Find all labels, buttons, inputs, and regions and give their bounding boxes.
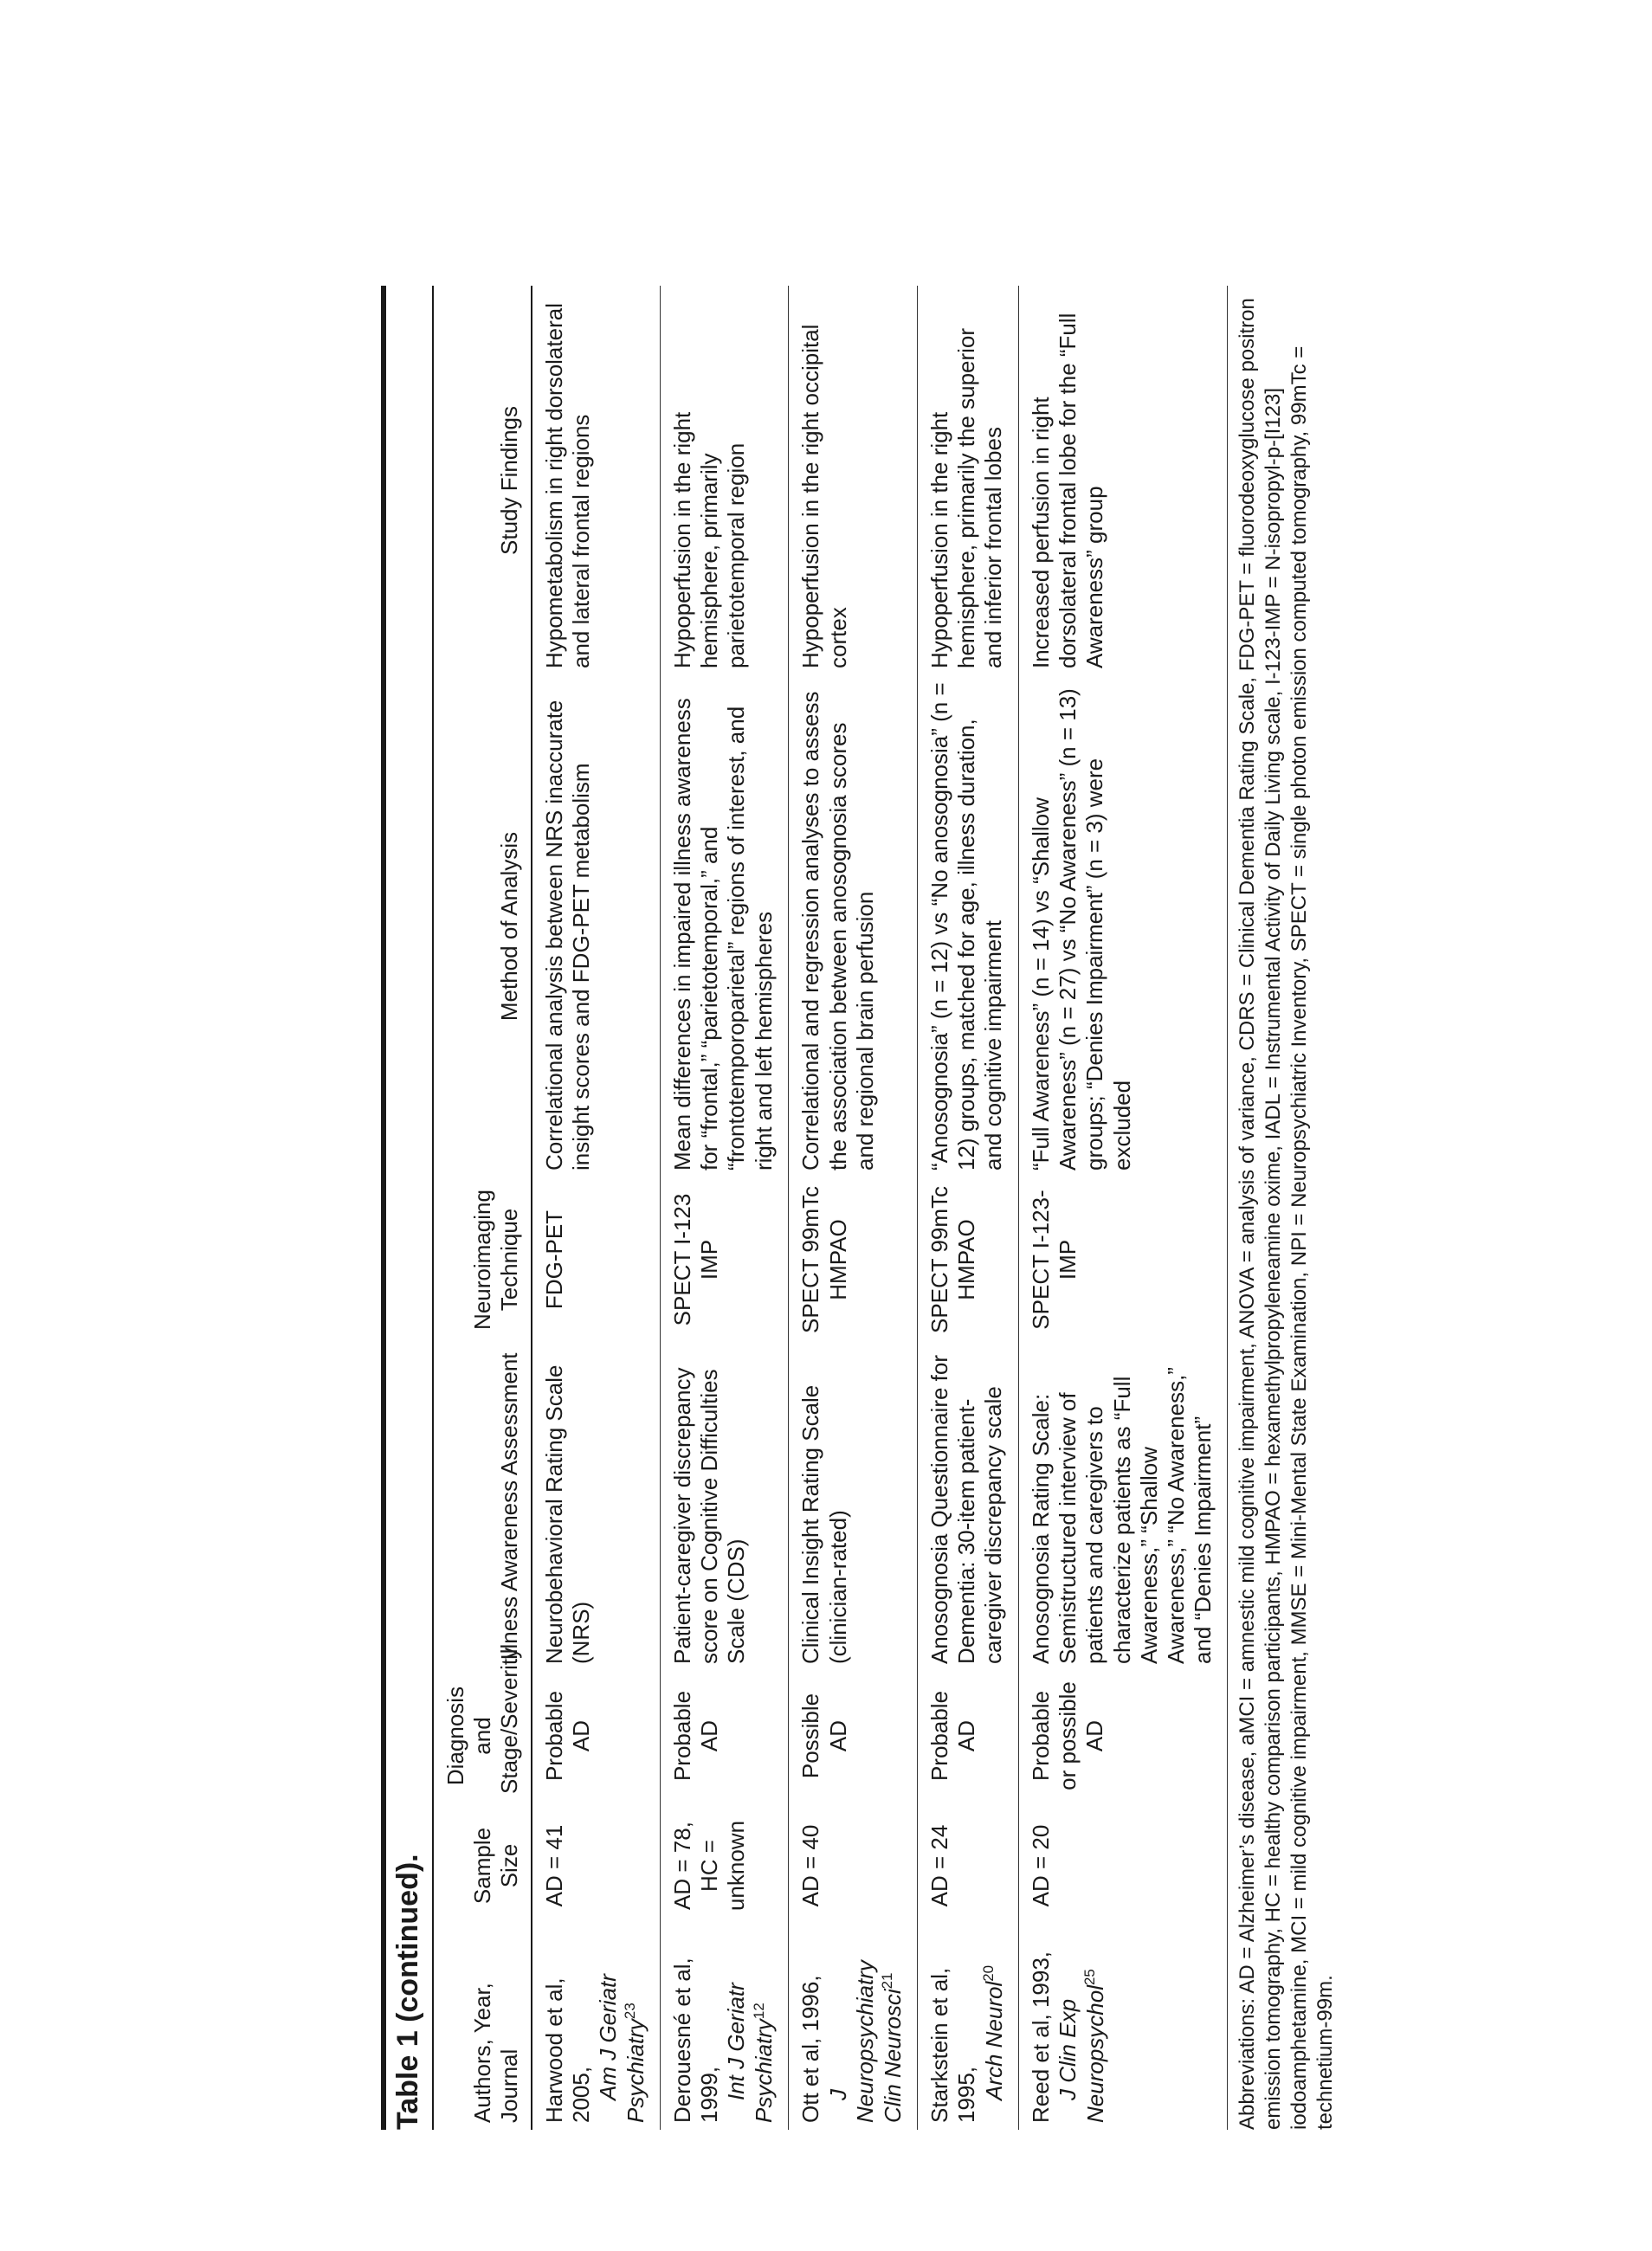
cell-diagnosis: Possible AD [789,1671,917,1801]
author-year: Derouesné et al, 1999, [669,1958,723,2123]
cell-neuro: SPECT 99mTc HMPAO [917,1177,1018,1342]
cell-findings: Increased perfusion in right dorsolateral frontal lobe for the “Full Awareness” group [1019,286,1228,675]
cell-illness: Neurobehavioral Rating Scale (NRS) [532,1342,661,1671]
journal: Int J Geriatr Psychiatry [723,1983,778,2123]
cell-diagnosis: Probable AD [532,1671,661,1801]
cell-findings: Hypoperfusion in the right hemisphere, primarily the superior and inferior frontal lobes [917,286,1018,675]
cell-diagnosis: Probable AD [917,1671,1018,1801]
col-header-neuro: Neuroimaging Technique [434,1177,532,1342]
cell-method: Correlational and regression analyses to assess the association between anosognosia scores and regional brain perfusion [789,675,917,1177]
author-year: Starkstein et al, 1995, [926,1967,980,2123]
cell-neuro: SPECT I-123-IMP [1019,1177,1228,1342]
cell-diagnosis: Probable or possible AD [1019,1671,1228,1801]
cell-sample: AD = 40 [789,1801,917,1931]
table-row [661,286,789,2130]
cell-sample: AD = 78, HC = unknown [661,1801,789,1931]
col-header-illness: Illness Awareness Assessment [434,1342,532,1671]
cell-method: Mean differences in impaired illness awareness for “frontal,” “parietotemporal,” and “frontotemporoparietal” regions of interest, and right and left hemispheres [661,675,789,1177]
journal: J Clin Exp Neuropsychol [1055,1985,1109,2123]
table-row [1019,286,1228,2130]
cell-method: “Anosognosia” (n = 12) vs “No anosognosia” (n = 12) groups, matched for age, illness duration, and cognitive impairment [917,675,1018,1177]
cell-findings: Hypometabolism in right dorsolateral and lateral frontal regions [532,286,661,675]
cell-findings: Hypoperfusion in the right occipital cortex [789,286,917,675]
cell-author [661,1931,789,2130]
journal: Arch Neurol [980,1981,1007,2100]
author-year: Ott et al, 1996, [797,1975,824,2123]
cell-diagnosis: Probable AD [661,1671,789,1801]
abbreviations-footnote: Abbreviations: AD = Alzheimer’s disease, aMCI = amnestic mild cognitive impairment, ANOVA = analysis of variance, CDRS = Clinical Dementia Rating Scale, FDG-PET = fluorodeoxyglucose positron emission tomography, HC = healthy comparison participants, HMPAO = hexamethylpropyleneamine oxime, IADL = Instrumental Activity of Daily Living scale, I-123-IMP = N-isopropyl-p-[I123] iodoamphetamine, MCI = mild cognitive impairment, MMSE = Mini-Mental State Examination, NPI = Neuropsychiatric Inventory, SPECT = single photon emission computed tomography, 99mTc = technetium-99m. [1236,298,1338,2130]
author-year: Reed et al, 1993, [1028,1951,1055,2123]
header-row [434,286,532,2130]
table-row [917,286,1018,2130]
cell-sample: AD = 20 [1019,1801,1228,1931]
cell-neuro: FDG-PET [532,1177,661,1342]
reference-number: 12 [750,2003,767,2020]
cell-findings: Hypoperfusion in the right hemisphere, primarily parietotemporal region [661,286,789,675]
col-header-findings: Study Findings [434,286,532,675]
cell-author [1019,1931,1228,2130]
cell-sample: AD = 41 [532,1801,661,1931]
cell-illness: Clinical Insight Rating Scale (clinician-rated) [789,1342,917,1671]
cell-illness: Patient-caregiver discrepancy score on Cognitive Difficulties Scale (CDS) [661,1342,789,1671]
cell-neuro: SPECT 99mTc HMPAO [789,1177,917,1342]
reference-number: 23 [622,2003,639,2020]
journal: Am J Geriatr Psychiatry [595,1974,649,2123]
cell-author [917,1931,1018,2130]
journal: J Neuropsychiatry Clin Neurosci [824,1960,906,2123]
table-caption: Table 1 (continued). [391,1854,424,2130]
cell-neuro: SPECT I-123 IMP [661,1177,789,1342]
col-header-diagnosis: Diagnosis and Stage/Severity [434,1671,532,1801]
cell-method: “Full Awareness” (n = 14) vs “Shallow Awareness” (n = 27) vs “No Awareness” (n = 13) groups; “Denies Impairment” (n = 3) were excluded [1019,675,1228,1177]
cell-illness: Anosognosia Rating Scale: Semistructured interview of patients and caregivers to characterize patients as “Full Awareness,” “Shallow Awareness,” “No Awareness,” and “Denies Impairment” [1019,1342,1228,1671]
author-year: Harwood et al, 2005, [540,1977,594,2123]
col-header-method: Method of Analysis [434,675,532,1177]
col-header-sample: Sample Size [434,1801,532,1931]
cell-author [789,1931,917,2130]
reference-number: 25 [1081,1969,1099,1986]
cell-method: Correlational analysis between NRS inaccurate insight scores and FDG-PET metabolism [532,675,661,1177]
cell-author [532,1931,661,2130]
table-row [789,286,917,2130]
cell-illness: Anosognosia Questionnaire for Dementia: 30-item patient-caregiver discrepancy scale [917,1342,1018,1671]
cell-sample: AD = 24 [917,1801,1018,1931]
studies-table [434,286,1228,2130]
table-container [381,286,1339,2130]
table-row [532,286,661,2130]
reference-number: 21 [879,1972,896,1990]
col-header-author: Authors, Year, Journal [434,1931,532,2130]
reference-number: 20 [980,1964,997,1982]
